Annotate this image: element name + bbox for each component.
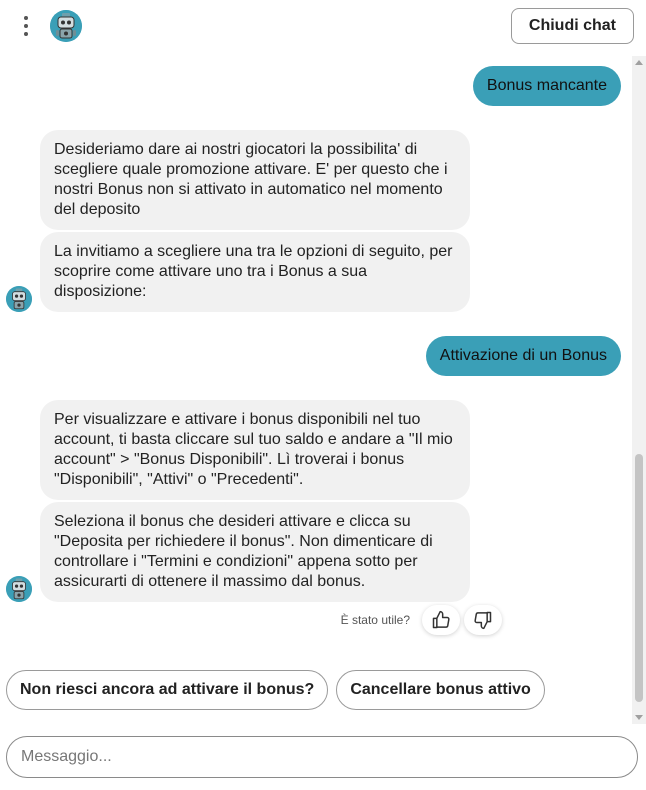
bot-message: La invitiamo a scegliere una tra le opzioni di seguito, per scoprire come attivare uno tra i Bonus a sua disposizione: — [40, 232, 470, 312]
thumbs-down-icon[interactable] — [464, 605, 502, 635]
feedback-label: È stato utile? — [340, 613, 410, 627]
bot-message: Seleziona il bonus che desideri attivare e clicca su "Deposita per richiedere il bonus". Non dimenticare di controllare i "Termini e condizioni" appena sotto per assicurarti di ottenere il massimo dal bonus. — [40, 502, 470, 602]
bot-message: Desideriamo dare ai nostri giocatori la possibilita' di scegliere quale promozione attivare. E' per questo che i nostri Bonus non si attivato in automatico nel momento del deposito — [40, 130, 470, 230]
user-message: Attivazione di un Bonus — [426, 336, 621, 376]
quick-replies — [6, 670, 553, 710]
close-chat-button[interactable]: Chiudi chat — [511, 8, 634, 44]
robot-icon — [6, 286, 32, 312]
scroll-up-arrow-icon[interactable] — [635, 60, 643, 65]
scroll-down-arrow-icon[interactable] — [635, 715, 643, 720]
more-vertical-icon[interactable] — [18, 12, 34, 40]
quick-reply-button[interactable]: Cancellare bonus attivo — [336, 670, 545, 710]
thumbs-up-icon[interactable] — [422, 605, 460, 635]
bot-message: Per visualizzare e attivare i bonus disponibili nel tuo account, ti basta cliccare sul tuo saldo e andare a "Il mio account" > "Bonus Disponibili". Lì troverai i bonus "Disponibili", "Attivi" o "Precedenti". — [40, 400, 470, 500]
message-input-container — [6, 736, 638, 778]
quick-reply-button[interactable]: Non riesci ancora ad attivare il bonus? — [6, 670, 328, 710]
message-input[interactable] — [7, 737, 637, 777]
scrollbar-thumb[interactable] — [635, 454, 643, 702]
chat-scrollbar[interactable] — [632, 56, 646, 724]
robot-icon — [50, 10, 82, 42]
feedback-bar — [341, 605, 502, 635]
chat-messages[interactable] — [0, 56, 632, 724]
robot-icon — [6, 576, 32, 602]
chat-header — [0, 0, 646, 56]
user-message: Bonus mancante — [473, 66, 621, 106]
